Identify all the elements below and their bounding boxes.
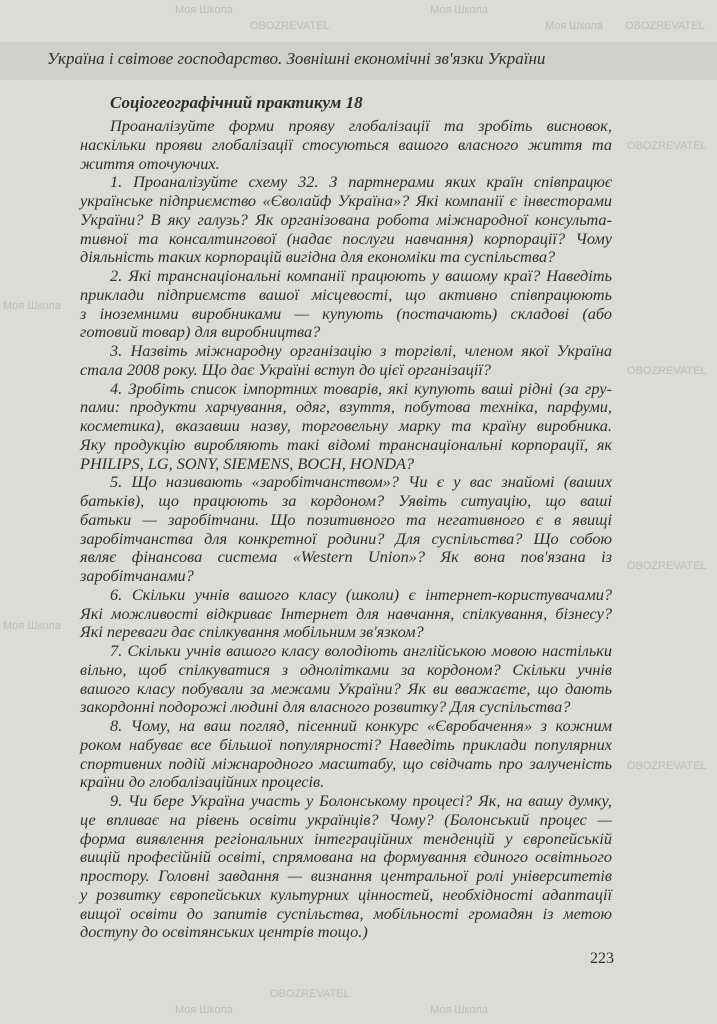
paragraph-first-line: 5. Що називають «заробітчанством»? Чи є у вас знайомі (ваших [110, 472, 612, 492]
text-line: вашого класу побували за межами України? Як ви вважаєте, що дають [80, 678, 612, 698]
text-line: тивної та консалтингової (надає послуги навчання) корпорації? Чому [80, 228, 612, 248]
paragraph-first-line: Проаналізуйте форми прояву глобалізації та зробіть висновок, [110, 116, 612, 135]
watermark: Моя Школа [175, 4, 233, 16]
paragraph-first-line: 3. Назвіть міжнародну організацію з торгівлі, членом якої Україна [110, 341, 612, 360]
watermark: Моя Школа [545, 20, 603, 32]
watermark: Моя Школа [3, 620, 61, 632]
text-line: діяльність таких корпорацій вигідна для економіки та суспільства? [80, 247, 556, 267]
watermark: OBOZREVATEL [627, 140, 707, 152]
paragraph-first-line: 8. Чому, на ваш погляд, пісенний конкурс «Євробачення» з кожним [110, 716, 612, 735]
paragraph-first-line: 4. Зробіть список імпортних товарів, які купують ваші рідні (за гру- [110, 378, 612, 398]
text-line: закордонні подорожі людині для власного розвитку? Для суспільства? [80, 697, 571, 717]
text-line: це впливає на рівень освіти українців? Чому? (Болонський процес — [80, 809, 612, 829]
text-line: у розвитку європейських культурних цінностей, необхідності адаптації [80, 884, 612, 904]
text-line: Яку продукцію виробляють такі відомі транснаціональні корпорації, як [80, 434, 612, 454]
text-line: українське підприємство «Єволайф Україна»? Які компанії є інвесторами [80, 191, 612, 210]
watermark: OBOZREVATEL [627, 760, 707, 772]
paragraph-first-line: 7. Скільки учнів вашого класу володіють англійською мовою настільки [110, 641, 612, 660]
text-line: стала 2008 року. Що дає Україні вступ до цієї організації? [80, 359, 491, 379]
watermark: OBOZREVATEL [625, 20, 705, 32]
watermark: OBOZREVATEL [627, 560, 707, 572]
text-line: вищій професійній освіті, спрямована на формування єдиного освітнього [80, 847, 612, 867]
text-line: Які можливості відкриває Інтернет для навчання, спілкування, бізнесу? [80, 603, 612, 623]
text-line: роком набуває все більшої популярності? Наведіть приклади популярних [80, 734, 612, 754]
text-line: Які переваги дає спілкування мобільним зв'язком? [80, 622, 424, 642]
watermark: Моя Школа [430, 4, 488, 16]
text-line: форма виявлення регіональних інтеграційних тенденцій у європейській [80, 828, 612, 848]
text-line: простору. Головні завдання — визнання центральної ролі університетів [80, 866, 612, 885]
text-line: України? В яку галузь? Як організована робота міжнародної консульта- [80, 209, 612, 229]
page-number: 223 [590, 950, 614, 967]
paragraph-first-line: 1. Проаналізуйте схему 32. З партнерами яких країн співпрацює [110, 172, 612, 192]
paragraph-first-line: 9. Чи бере Україна участь у Болонському процесі? Як, на вашу думку, [110, 791, 612, 810]
text-line: спортивних подій міжнародного масштабу, що свідчать про залученість [80, 753, 612, 773]
text-line: доступу до освітянських центрів тощо.) [80, 922, 368, 942]
watermark: Моя Школа [430, 1004, 488, 1016]
watermark: Моя Школа [3, 300, 61, 312]
text-line: заробітчанами? [80, 566, 194, 585]
text-line: вільно, щоб спілкуватися з однолітками за кордоном? Скільки учнів [80, 659, 612, 679]
text-line: країни до глобалізаційних процесів. [80, 772, 325, 792]
paragraph-first-line: 6. Скільки учнів вашого класу (школи) є інтернет-користувачами? [110, 584, 612, 604]
paragraph-first-line: 2. Які транснаціональні компанії працюють у вашому краї? Наведіть [110, 266, 612, 285]
text-line: наскільки прояви глобалізації стосуються вашого власного життя та [80, 134, 612, 154]
text-line: з іноземними виробниками — купують (постачають) складові (або [80, 303, 612, 323]
text-line: готовий товар) для виробництва? [80, 322, 321, 342]
watermark: OBOZREVATEL [250, 20, 330, 32]
running-header: Україна і світове господарство. Зовнішні економічні зв'язки України [47, 49, 546, 68]
text-line: заробітчанства для конкретної родини? Для суспільства? Що собою [80, 528, 612, 548]
text-line: косметика), вказавши назву, торговельну марку та країну виробника. [80, 416, 612, 435]
text-line: батьків), що працюють за кордоном? Уявіть ситуацію, що ваші [80, 491, 612, 510]
text-line: вищої освіти до запитів суспільства, мобільності громадян із метою [80, 903, 612, 923]
text-line: пами: продукти харчування, одяг, взуття, побутова техніка, парфуми, [80, 397, 612, 417]
section-title: Соціогеографічний практикум 18 [110, 93, 363, 112]
text-line: життя оточуючих. [80, 153, 220, 173]
text-line: являє фінансова система «Western Union»? Як вона пов'язана із [80, 547, 612, 567]
watermark: Моя Школа [175, 1004, 233, 1016]
watermark: OBOZREVATEL [270, 988, 350, 1000]
watermark: OBOZREVATEL [627, 365, 707, 377]
text-line: PHILIPS, LG, SONY, SIEMENS, BOCH, HONDA? [80, 453, 415, 473]
text-line: приклади підприємств вашої місцевості, що активно співпрацюють [80, 284, 612, 304]
text-line: батьки — заробітчани. Що позитивного та негативного є в явищі [80, 509, 612, 529]
